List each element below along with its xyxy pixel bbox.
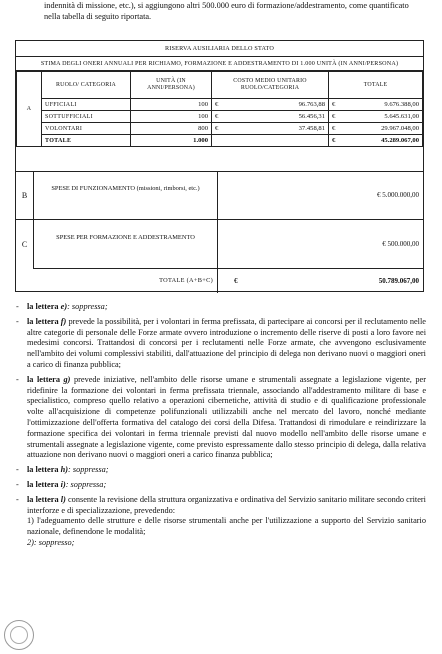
intro-paragraph: indennità di missione, etc.), si aggiungono altri 500.000 euro di formazione/addestramento, come quantificato nella tabella di seguito riportata.	[44, 1, 409, 21]
row-total: € 5.645.631,00	[329, 111, 423, 123]
row-units: 800	[131, 123, 212, 135]
table-title: RISERVA AUSILIARIA DELLO STATO	[16, 41, 423, 57]
stamp-seal-icon	[4, 620, 34, 650]
currency-symbol: €	[215, 101, 219, 108]
sub-item: 1) l'adeguamento delle strutture e delle risorse strumentali anche per l'utilizzazione a supporto del Servizio sanitario nazionale, definendone le modalità;	[27, 516, 426, 537]
row-cost: € 37.458,81	[212, 123, 329, 135]
section-c-row	[16, 219, 423, 269]
currency-symbol: €	[215, 113, 219, 120]
row-units: 100	[131, 111, 212, 123]
list-dash: -	[16, 316, 19, 326]
section-b-amount: € 5.000.000,00	[377, 191, 419, 199]
list-dash: -	[16, 465, 19, 475]
list-dash: -	[16, 374, 19, 384]
row-total: € 9.676.388,00	[329, 99, 423, 111]
list-item: - la lettera g) prevede iniziative, nell'ambito delle risorse umane e strumentali assegnate a legislazione vigente, per ridefinire la formazione dei volontari in ferma prefissata triennale, associando all'addestramento militare di base e specialistico, compreso quello relativo a operazioni cibernetiche, attività di studio e di qualificazione professionale volte all'acquisizione di competenze polifunzionali utilizzabili anche nel mercato del lavoro, nonché mediante l'ottimizzazione dell'offerta formativa del catalogo dei corsi della Difesa. Trattandosi di rimodulare e reindirizzare la formazione specifica dei volontari in ferma triennale previsti dal nuovo modello nell'ambito delle risorse umane e strumentali assegnate a legislazione vigente, come previsto espressamente dallo stesso principio di delega, dalla relativa attuazione non derivano nuovi o maggiori oneri a carico finanza pubblica;	[16, 374, 426, 460]
sub-item: 2): soppresso;	[27, 537, 75, 547]
table-row	[17, 99, 423, 111]
currency-symbol: €	[234, 277, 238, 285]
list-dash: -	[16, 494, 19, 504]
list-item: - la lettera f) prevede la possibilità, per i volontari in ferma prefissata, di partecipare ai concorsi per il reclutamento nelle altre categorie di personale delle Forze armate ovvero introduzione o incremento delle riserve di posti a loro favore nei medesimi concorsi. Trattandosi di concorsi per i reclutamenti nelle Forze armate, che avvengono esclusivamente nell'ambito dei volumi complessivi stabiliti, dall'attuazione del principio di delega non derivano nuovi o maggiori oneri a carico di finanza pubblica;	[16, 316, 426, 369]
currency-symbol: €	[332, 113, 336, 120]
section-a-letter: A	[17, 72, 42, 147]
currency-symbol: €	[332, 137, 336, 144]
row-role: UFFICIALI	[42, 99, 131, 111]
header-total: TOTALE	[329, 72, 423, 99]
table-header-row	[17, 72, 423, 99]
grand-total-value: 50.789.067,00	[378, 277, 419, 285]
list-item: - la lettera l) consente la revisione della struttura organizzativa e ordinativa del Servizio sanitario militare secondo criteri interforze e di specializzazione, prevedendo: 1) l'adeguamento delle strutture e delle risorse strumentali anche per l'utilizzazione a supporto del Servizio sanitario nazionale, definendone le modalità; 2): soppresso;	[16, 494, 426, 547]
section-b-desc: SPESE DI FUNZIONAMENTO (missioni, rimborsi, etc.)	[34, 172, 218, 220]
cost-table	[16, 71, 423, 147]
table-row	[17, 111, 423, 123]
section-b-row	[16, 171, 423, 220]
list-item: - la lettera h): soppressa;	[16, 465, 109, 475]
table-row	[17, 123, 423, 135]
currency-symbol: €	[332, 101, 336, 108]
list-dash: -	[16, 302, 19, 311]
section-c-letter: C	[16, 220, 34, 269]
grand-total-row	[34, 268, 423, 293]
section-b-letter: B	[16, 172, 34, 220]
total-label: TOTALE	[42, 135, 131, 147]
list-item: - la lettera i): soppressa;	[16, 479, 107, 489]
total-value: € 45.289.067,00	[329, 135, 423, 147]
header-units: UNITÀ (IN ANNI/PERSONA)	[131, 72, 212, 99]
row-total: € 29.967.048,00	[329, 123, 423, 135]
cost-table-frame	[15, 40, 424, 292]
list-dash: -	[16, 479, 19, 489]
currency-symbol: €	[215, 125, 219, 132]
row-role: VOLONTARI	[42, 123, 131, 135]
table-subtitle: STIMA DEGLI ONERI ANNUALI PER RICHIAMO, FORMAZIONE E ADDESTRAMENTO DI 1.000 UNITÀ (IN ANNI/PERSONA)	[16, 57, 423, 71]
list-item: - la lettera e): soppressa;	[16, 302, 108, 311]
row-cost: € 96.763,88	[212, 99, 329, 111]
header-role: RUOLO/ CATEGORIA	[42, 72, 131, 99]
currency-symbol: €	[332, 125, 336, 132]
provisions-list	[16, 302, 426, 553]
table-total-row	[17, 135, 423, 147]
section-c-amount: € 500.000,00	[382, 240, 419, 248]
row-role: SOTTUFFICIALI	[42, 111, 131, 123]
total-cost-empty	[212, 135, 329, 147]
total-units: 1.000	[131, 135, 212, 147]
grand-total-label: TOTALE (A+B+C)	[34, 269, 218, 293]
section-c-desc: SPESE PER FORMAZIONE E ADDESTRAMENTO	[34, 220, 218, 269]
header-cost: COSTO MEDIO UNITARIO RUOLO/CATEGORIA	[212, 72, 329, 99]
row-units: 100	[131, 99, 212, 111]
row-cost: € 56.456,31	[212, 111, 329, 123]
